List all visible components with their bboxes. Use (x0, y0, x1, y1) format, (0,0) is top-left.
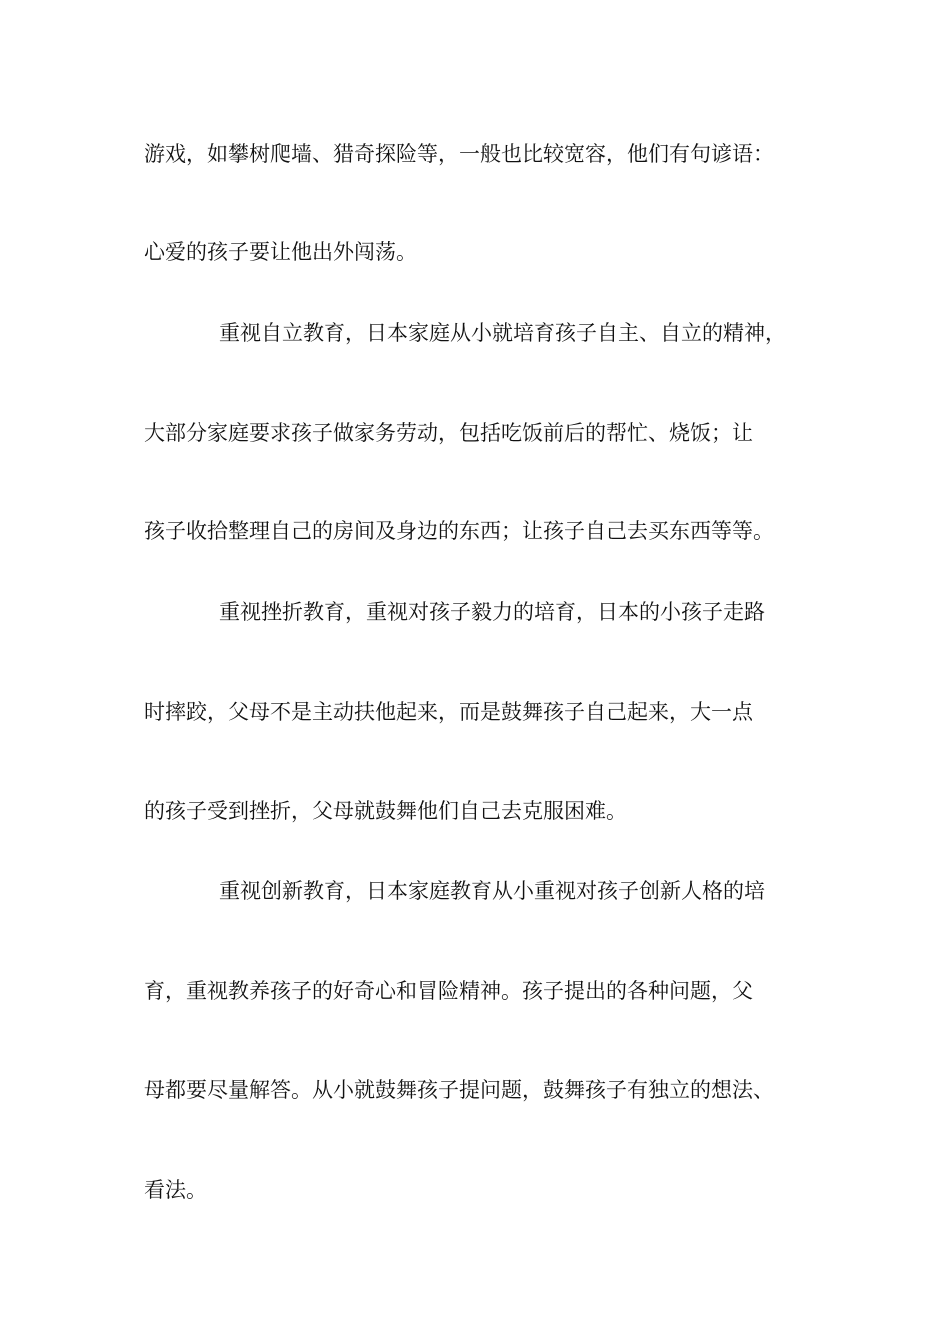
text-line: 游戏，如攀树爬墙、猎奇探险等，一般也比较宽容，他们有句谚语： (144, 142, 774, 166)
text-line: 大部分家庭要求孩子做家务劳动，包括吃饭前后的帮忙、烧饭；让 (144, 421, 753, 445)
text-line: 孩子收拾整理自己的房间及身边的东西；让孩子自己去买东西等等。 (144, 519, 774, 543)
text-line: 的孩子受到挫折，父母就鼓舞他们自己去克服困难。 (144, 799, 627, 823)
text-line: 时摔跤，父母不是主动扶他起来，而是鼓舞孩子自己起来，大一点 (144, 700, 753, 724)
paragraph-first-line: 重视自立教育，日本家庭从小就培育孩子自主、自立的精神， (219, 321, 786, 345)
text-line: 育，重视教养孩子的好奇心和冒险精神。孩子提出的各种问题，父 (144, 979, 753, 1003)
text-line: 母都要尽量解答。从小就鼓舞孩子提问题，鼓舞孩子有独立的想法、 (144, 1078, 774, 1102)
text-line: 看法。 (144, 1178, 207, 1202)
text-line: 心爱的孩子要让他出外闯荡。 (144, 240, 417, 264)
paragraph-first-line: 重视创新教育，日本家庭教育从小重视对孩子创新人格的培 (219, 879, 765, 903)
paragraph-first-line: 重视挫折教育，重视对孩子毅力的培育，日本的小孩子走路 (219, 600, 765, 624)
